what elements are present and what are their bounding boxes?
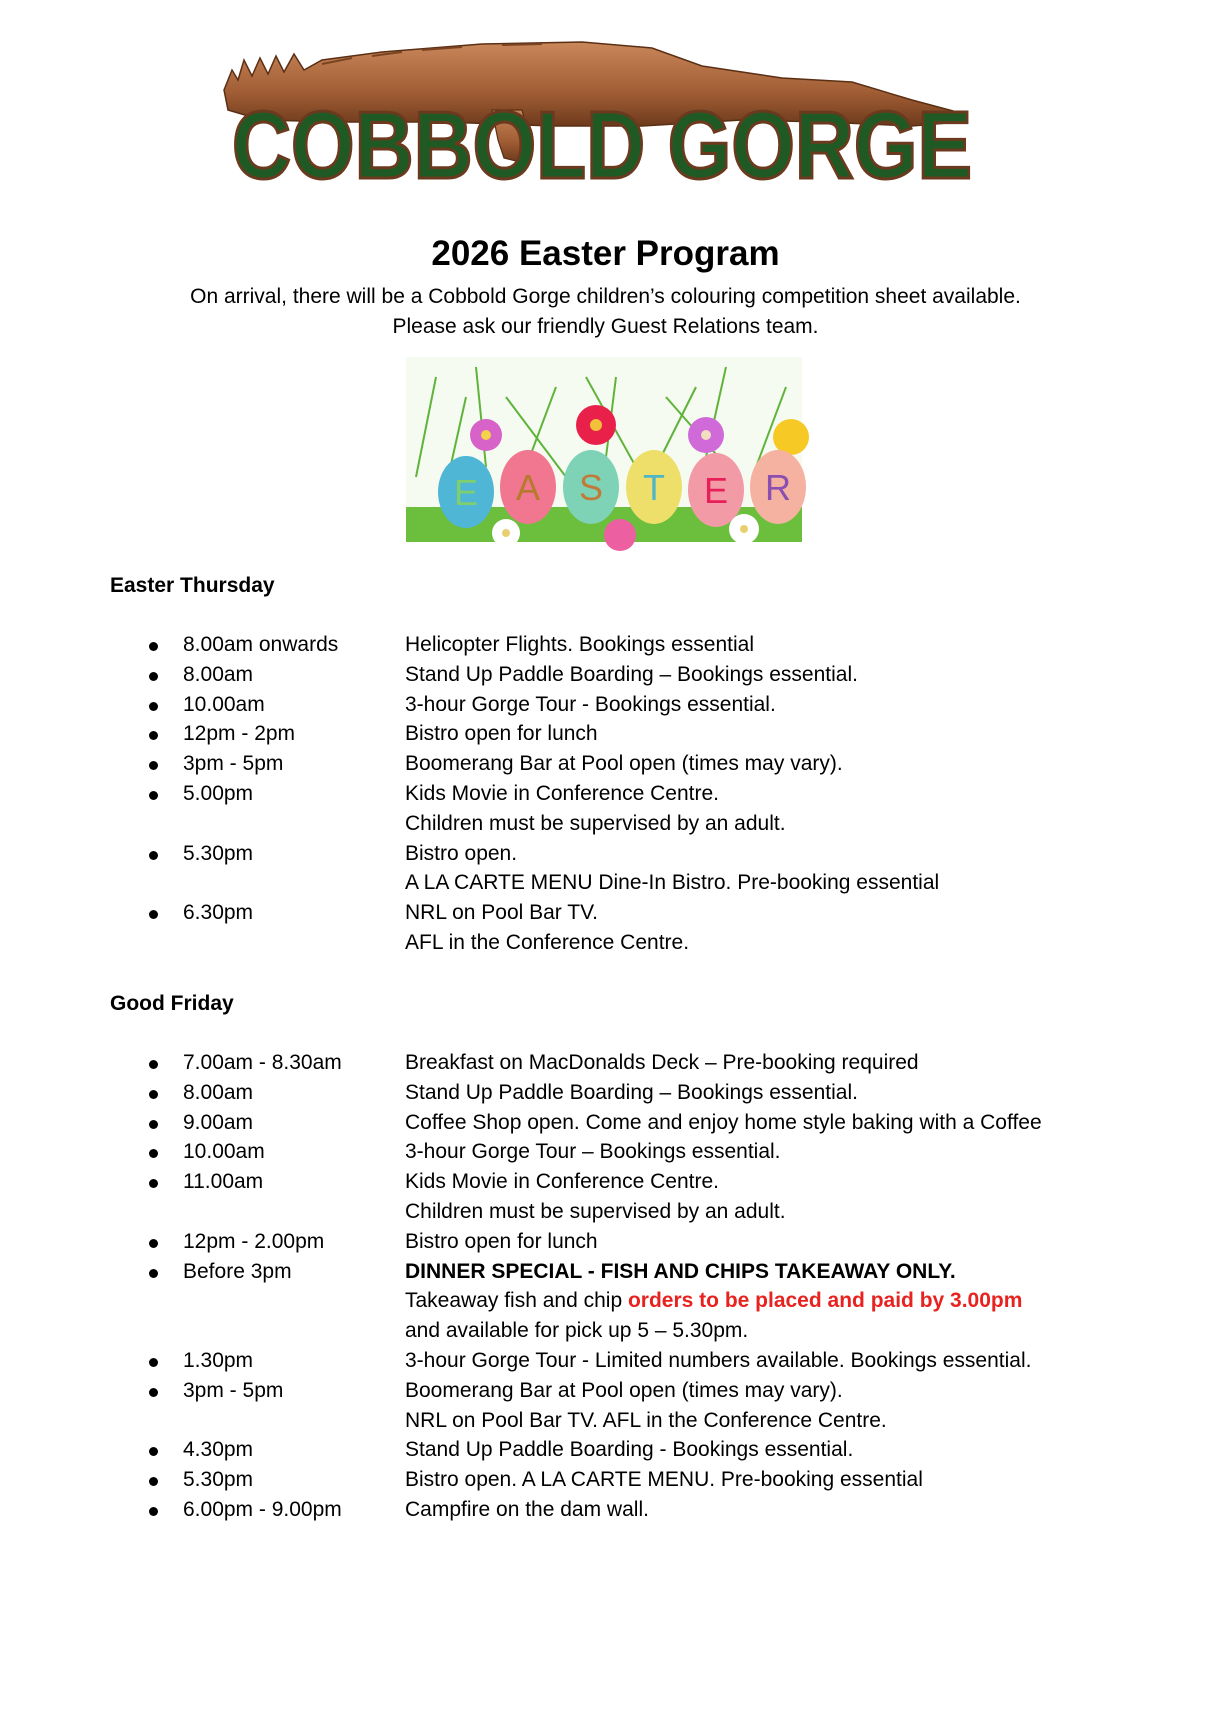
schedule-description [405, 1197, 786, 1227]
schedule-row [0, 1048, 1211, 1078]
schedule-row [0, 928, 1211, 958]
schedule-description [405, 719, 598, 749]
easter-eggs-icon [406, 357, 802, 542]
bullet-icon [149, 1447, 158, 1456]
highlighted-notice: orders to be placed and paid by 3.00pm [627, 1289, 1023, 1313]
schedule-description [405, 1078, 858, 1108]
intro-line-1: On arrival, there will be a Cobbold Gorge children’s colouring competition sheet available. [190, 285, 1021, 308]
schedule-row [0, 839, 1211, 869]
description-text: DINNER SPECIAL - FISH AND CHIPS TAKEAWAY ONLY. [405, 1259, 956, 1283]
description-text: A LA CARTE MENU Dine-In Bistro. Pre-booking essential [405, 871, 940, 895]
egg-letter: E [453, 472, 479, 513]
bullet-icon [149, 642, 158, 651]
schedule-description [405, 630, 754, 660]
bullet-icon [149, 672, 158, 681]
schedule-description [405, 1048, 919, 1078]
schedule-description [405, 779, 719, 809]
schedule-time: 3pm - 5pm [183, 752, 284, 776]
schedule-description [405, 660, 858, 690]
schedule-description [405, 868, 939, 898]
schedule-row [0, 690, 1211, 720]
schedule-time: Before 3pm [183, 1259, 292, 1283]
schedule-row [0, 719, 1211, 749]
bullet-icon [149, 1179, 158, 1188]
description-text: Children must be supervised by an adult. [405, 1199, 786, 1223]
schedule-row [0, 1465, 1211, 1495]
schedule-row [0, 1257, 1211, 1287]
description-text: and available for pick up 5 – 5.30pm. [405, 1319, 749, 1343]
schedule-time: 5.30pm [183, 841, 254, 865]
page-title: 2026 Easter Program [431, 234, 780, 273]
schedule-row [0, 1376, 1211, 1406]
schedule-time: 10.00am [183, 692, 265, 716]
description-text: Kids Movie in Conference Centre. [405, 781, 719, 805]
description-text: 3-hour Gorge Tour - Limited numbers available. Bookings essential. [405, 1348, 1032, 1372]
schedule-time: 8.00am [183, 662, 254, 686]
schedule-time: 10.00am [183, 1140, 265, 1164]
schedule-description [405, 1137, 781, 1167]
egg-letter: E [703, 470, 729, 511]
schedule-description [405, 1435, 853, 1465]
easter-eggs-image [406, 357, 802, 542]
schedule-description [405, 1108, 1042, 1138]
schedule-time: 9.00am [183, 1110, 254, 1134]
description-text: 3-hour Gorge Tour - Bookings essential. [405, 692, 776, 716]
schedule-row [0, 1406, 1211, 1436]
bullet-icon [149, 1388, 158, 1397]
bullet-icon [149, 1269, 158, 1278]
schedule-row [0, 1495, 1211, 1525]
schedule-time: 5.30pm [183, 1468, 254, 1492]
schedule-time: 3pm - 5pm [183, 1378, 284, 1402]
schedule-description [405, 1257, 956, 1287]
schedule-time: 4.30pm [183, 1438, 254, 1462]
bullet-icon [149, 1120, 158, 1129]
bullet-icon [149, 1507, 158, 1516]
schedule-row [0, 809, 1211, 839]
schedule-row [0, 660, 1211, 690]
description-text: Takeaway fish and chip [405, 1289, 628, 1313]
description-text: Boomerang Bar at Pool open (times may vary). [405, 752, 843, 776]
schedule-row [0, 898, 1211, 928]
schedule-time: 1.30pm [183, 1348, 254, 1372]
bullet-icon [149, 1090, 158, 1099]
schedule-time: 12pm - 2.00pm [183, 1229, 325, 1253]
description-text: Stand Up Paddle Boarding - Bookings essential. [405, 1438, 854, 1462]
schedule-description [405, 1286, 1022, 1316]
logo-text: COBBOLD GORGE [232, 92, 972, 199]
schedule-description [405, 898, 598, 928]
schedule-time: 8.00am onwards [183, 633, 339, 656]
schedule-row [0, 1197, 1211, 1227]
schedule-row [0, 1316, 1211, 1346]
bullet-icon [149, 1358, 158, 1367]
bullet-icon [149, 910, 158, 919]
schedule-time: 7.00am - 8.30am [183, 1051, 342, 1074]
schedule-description [405, 690, 776, 720]
schedule-good-friday [0, 1048, 1211, 1525]
schedule-row [0, 749, 1211, 779]
schedule-time: 12pm - 2pm [183, 722, 296, 746]
schedule-description [405, 928, 689, 958]
schedule-description [405, 809, 786, 839]
egg-letter: T [643, 467, 665, 508]
schedule-time: 11.00am [183, 1170, 264, 1194]
description-text: Breakfast on MacDonalds Deck – Pre-booking required [405, 1051, 919, 1074]
bullet-icon [149, 731, 158, 740]
schedule-row [0, 1078, 1211, 1108]
schedule-time: 6.30pm [183, 901, 254, 925]
schedule-description [405, 749, 843, 779]
description-text: Bistro open for lunch [405, 722, 598, 746]
bullet-icon [149, 1477, 158, 1486]
schedule-row [0, 1286, 1211, 1316]
crocodile-logo-icon [222, 30, 982, 199]
schedule-description [405, 839, 517, 869]
description-text: 3-hour Gorge Tour – Bookings essential. [405, 1140, 781, 1164]
description-text: Helicopter Flights. Bookings essential [405, 633, 755, 656]
description-text: Bistro open. [405, 841, 518, 865]
description-text: Bistro open for lunch [405, 1229, 598, 1253]
schedule-time: 6.00pm - 9.00pm [183, 1497, 342, 1521]
description-text: Coffee Shop open. Come and enjoy home style baking with a Coffee [405, 1110, 1042, 1134]
egg-letter: A [515, 467, 541, 508]
bullet-icon [149, 791, 158, 800]
cobbold-gorge-logo [222, 30, 982, 199]
egg-letter: S [578, 467, 604, 508]
schedule-row [0, 1346, 1211, 1376]
schedule-description [405, 1167, 719, 1197]
schedule-description [405, 1376, 843, 1406]
schedule-description [405, 1495, 649, 1525]
description-text: Stand Up Paddle Boarding – Bookings essential. [405, 1080, 858, 1104]
schedule-row [0, 630, 1211, 660]
schedule-description [405, 1465, 923, 1495]
schedule-row [0, 1435, 1211, 1465]
description-text: NRL on Pool Bar TV. [405, 901, 598, 925]
description-text: NRL on Pool Bar TV. AFL in the Conference Centre. [405, 1408, 887, 1432]
bullet-icon [149, 851, 158, 860]
section-title-good-friday: Good Friday [110, 992, 234, 1015]
schedule-row [0, 1137, 1211, 1167]
bullet-icon [149, 1060, 158, 1069]
schedule-easter-thursday [0, 630, 1211, 958]
section-title-easter-thursday: Easter Thursday [110, 574, 275, 597]
schedule-row [0, 868, 1211, 898]
description-text: Campfire on the dam wall. [405, 1497, 649, 1521]
description-text: Children must be supervised by an adult. [405, 811, 786, 835]
bullet-icon [149, 702, 158, 711]
egg-letter: R [765, 467, 791, 508]
intro-line-2: Please ask our friendly Guest Relations team. [392, 315, 819, 338]
schedule-description [405, 1346, 1031, 1376]
schedule-time: 8.00am [183, 1080, 254, 1104]
schedule-description [405, 1316, 748, 1346]
description-text: Kids Movie in Conference Centre. [405, 1170, 719, 1194]
bullet-icon [149, 1149, 158, 1158]
description-text: Stand Up Paddle Boarding – Bookings essential. [405, 662, 858, 686]
schedule-row [0, 1167, 1211, 1197]
bullet-icon [149, 761, 158, 770]
description-text: Boomerang Bar at Pool open (times may vary). [405, 1378, 843, 1402]
schedule-row [0, 1108, 1211, 1138]
schedule-time: 5.00pm [183, 781, 254, 805]
schedule-description [405, 1227, 598, 1257]
schedule-row [0, 779, 1211, 809]
description-text: Bistro open. A LA CARTE MENU. Pre-booking essential [405, 1468, 923, 1492]
schedule-description [405, 1406, 887, 1436]
bullet-icon [149, 1239, 158, 1248]
schedule-row [0, 1227, 1211, 1257]
description-text: AFL in the Conference Centre. [405, 930, 690, 954]
